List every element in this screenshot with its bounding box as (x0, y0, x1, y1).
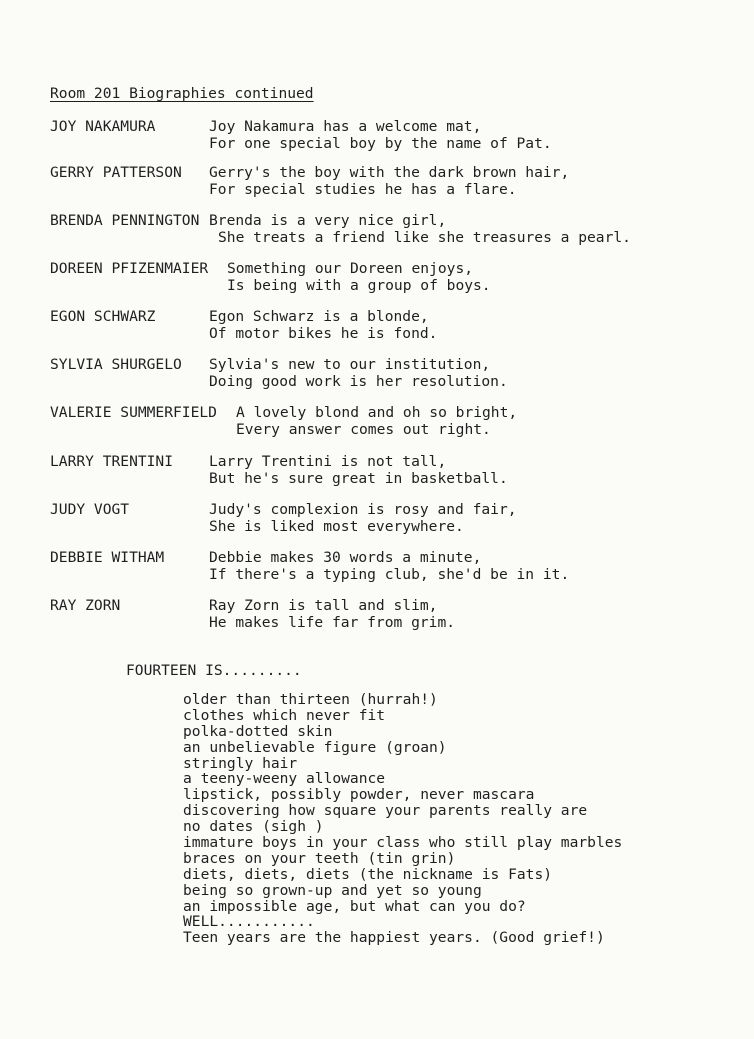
bio-line-1: Brenda is a very nice girl, (209, 212, 447, 229)
list-item: no dates (sigh ) (183, 818, 324, 836)
list-item: clothes which never fit (183, 706, 386, 724)
fourteen-is-list (183, 692, 622, 946)
bio-name: DEBBIE WITHAM (50, 549, 165, 566)
list-item: braces on your teeth (tin grin) (183, 849, 456, 867)
bio-name: VALERIE SUMMERFIELD (50, 404, 217, 421)
bio-line-2: She treats a friend like she treasures a pearl. (218, 229, 631, 246)
list-item: Teen years are the happiest years. (Good grief!) (183, 929, 605, 947)
list-item: a teeny-weeny allowance (183, 770, 386, 788)
list-item: an impossible age, but what can you do? (183, 897, 526, 915)
bio-name: LARRY TRENTINI (50, 453, 174, 470)
bio-line-1: Judy's complexion is rosy and fair, (209, 501, 517, 518)
bio-line-1: Debbie makes 30 words a minute, (209, 549, 482, 566)
bio-name: EGON SCHWARZ (50, 308, 156, 325)
bio-line-2: She is liked most everywhere. (209, 518, 464, 535)
list-item: WELL........... (183, 913, 315, 931)
bio-name: BRENDA PENNINGTON (50, 212, 200, 229)
list-item: being so grown-up and yet so young (183, 881, 482, 899)
bio-line-1: Ray Zorn is tall and slim, (209, 597, 438, 614)
bio-line-2: But he's sure great in basketball. (209, 470, 508, 487)
list-item: diets, diets, diets (the nickname is Fats) (183, 865, 553, 883)
list-item: stringly hair (183, 754, 298, 772)
bio-line-2: He makes life far from grim. (209, 614, 456, 631)
bio-line-2: Every answer comes out right. (236, 421, 491, 438)
bio-name: GERRY PATTERSON (50, 164, 182, 181)
bio-line-1: A lovely blond and oh so bright, (236, 404, 518, 421)
bio-line-1: Larry Trentini is not tall, (209, 453, 447, 470)
bio-line-2: For special studies he has a flare. (209, 181, 517, 198)
bio-line-1: Sylvia's new to our institution, (209, 356, 491, 373)
bio-line-1: Joy Nakamura has a welcome mat, (209, 118, 482, 135)
bio-line-2: For one special boy by the name of Pat. (209, 135, 552, 152)
page-heading: Room 201 Biographies continued (50, 85, 314, 102)
bio-line-1: Egon Schwarz is a blonde, (209, 308, 429, 325)
list-item: polka-dotted skin (183, 722, 333, 740)
bio-name: JUDY VOGT (50, 501, 130, 518)
bio-line-2: Doing good work is her resolution. (209, 373, 508, 390)
list-item: discovering how square your parents really are (183, 802, 588, 820)
list-item: an unbelievable figure (groan) (183, 738, 447, 756)
bio-line-2: Is being with a group of boys. (227, 277, 491, 294)
bio-name: DOREEN PFIZENMAIER (50, 260, 209, 277)
bio-name: JOY NAKAMURA (50, 118, 156, 135)
list-item: immature boys in your class who still play marbles (183, 834, 623, 852)
bio-line-2: Of motor bikes he is fond. (209, 325, 438, 342)
fourteen-is-title: FOURTEEN IS......... (126, 662, 302, 679)
bio-line-2: If there's a typing club, she'd be in it. (209, 566, 570, 583)
list-item: lipstick, possibly powder, never mascara (183, 786, 535, 804)
bio-line-1: Something our Doreen enjoys, (227, 260, 474, 277)
list-item: older than thirteen (hurrah!) (183, 691, 438, 708)
bio-name: RAY ZORN (50, 597, 121, 614)
bio-line-1: Gerry's the boy with the dark brown hair, (209, 164, 570, 181)
bio-name: SYLVIA SHURGELO (50, 356, 182, 373)
